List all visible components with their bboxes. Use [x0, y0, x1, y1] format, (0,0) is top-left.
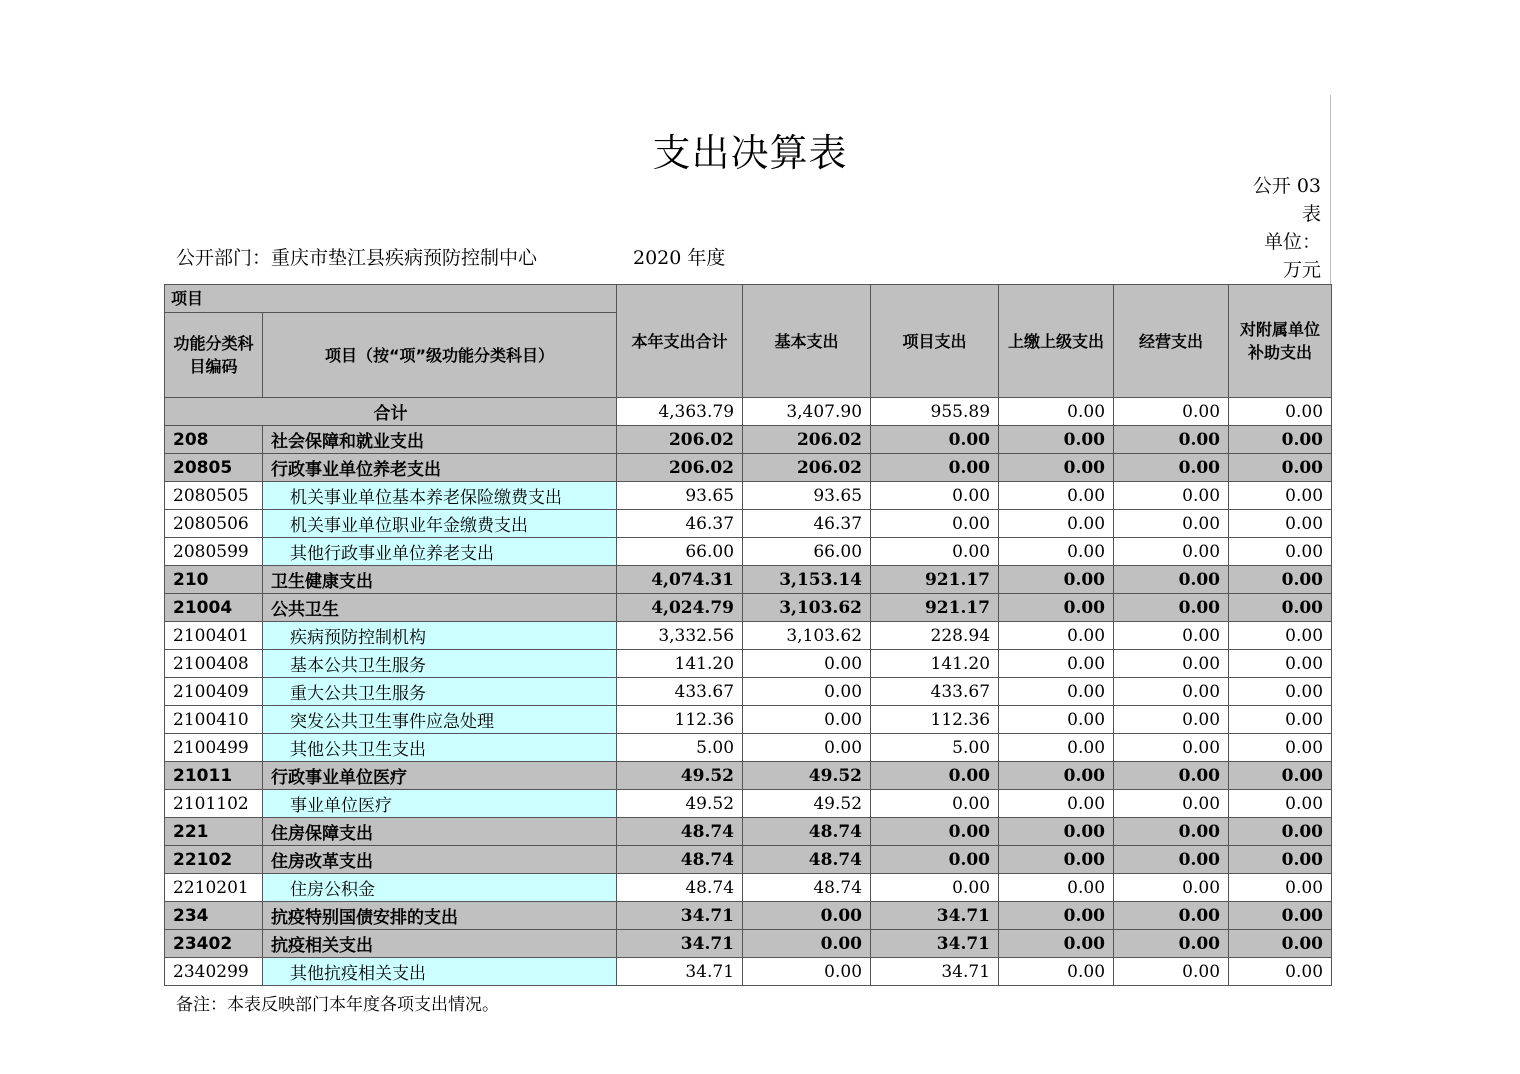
row-value: 0.00: [1114, 538, 1229, 566]
table-row: [165, 874, 1332, 902]
row-code: 2100408: [165, 650, 263, 678]
row-value: 0.00: [743, 734, 871, 762]
row-value: 0.00: [999, 426, 1114, 454]
header-row-1: [165, 285, 1332, 313]
row-value: 66.00: [617, 538, 743, 566]
row-code: 2100499: [165, 734, 263, 762]
row-name: 社会保障和就业支出: [263, 426, 617, 454]
row-value: 0.00: [1229, 538, 1332, 566]
row-value: 34.71: [617, 930, 743, 958]
row-name: 公共卫生: [263, 594, 617, 622]
row-name: 重大公共卫生服务: [263, 678, 617, 706]
table-row: [165, 482, 1332, 510]
total-value: 0.00: [1229, 398, 1332, 426]
table-row: [165, 846, 1332, 874]
row-value: 0.00: [999, 874, 1114, 902]
header-business: 经营支出: [1114, 285, 1229, 398]
row-value: 0.00: [999, 902, 1114, 930]
row-value: 0.00: [999, 734, 1114, 762]
table-row: [165, 594, 1332, 622]
row-value: 433.67: [871, 678, 999, 706]
row-value: 48.74: [743, 818, 871, 846]
row-value: 0.00: [999, 650, 1114, 678]
row-name: 机关事业单位职业年金缴费支出: [263, 510, 617, 538]
table-row: [165, 958, 1332, 986]
row-value: 0.00: [999, 818, 1114, 846]
total-value: 955.89: [871, 398, 999, 426]
row-name: 其他行政事业单位养老支出: [263, 538, 617, 566]
row-value: 0.00: [1229, 510, 1332, 538]
row-name: 基本公共卫生服务: [263, 650, 617, 678]
table-row: [165, 510, 1332, 538]
row-value: 0.00: [871, 538, 999, 566]
row-value: 0.00: [743, 958, 871, 986]
row-value: 3,332.56: [617, 622, 743, 650]
table-row: [165, 818, 1332, 846]
row-value: 0.00: [1114, 678, 1229, 706]
row-code: 20805: [165, 454, 263, 482]
row-code: 2100401: [165, 622, 263, 650]
row-value: 0.00: [999, 566, 1114, 594]
row-value: 0.00: [999, 930, 1114, 958]
table-row: [165, 650, 1332, 678]
row-code: 22102: [165, 846, 263, 874]
row-code: 208: [165, 426, 263, 454]
header-upper: 上缴上级支出: [999, 285, 1114, 398]
row-value: 5.00: [617, 734, 743, 762]
table-row: [165, 454, 1332, 482]
header-subsidy: 对附属单位补助支出: [1229, 285, 1332, 398]
row-value: 0.00: [1114, 930, 1229, 958]
row-name: 行政事业单位养老支出: [263, 454, 617, 482]
row-value: 921.17: [871, 594, 999, 622]
header-project: 项目支出: [871, 285, 999, 398]
row-name: 其他抗疫相关支出: [263, 958, 617, 986]
document-title: 支出决算表: [652, 131, 848, 175]
department-label: 公开部门：重庆市垫江县疾病预防控制中心: [176, 247, 538, 269]
row-value: 0.00: [1229, 846, 1332, 874]
row-name: 抗疫特别国债安排的支出: [263, 902, 617, 930]
row-value: 0.00: [1114, 958, 1229, 986]
table-row: [165, 734, 1332, 762]
row-value: 0.00: [871, 426, 999, 454]
row-name: 卫生健康支出: [263, 566, 617, 594]
row-value: 0.00: [871, 874, 999, 902]
table-row: [165, 622, 1332, 650]
form-number: 公开 03 表: [1252, 175, 1321, 225]
row-value: 49.52: [743, 790, 871, 818]
row-code: 2100409: [165, 678, 263, 706]
row-value: 0.00: [743, 902, 871, 930]
row-value: 0.00: [1114, 706, 1229, 734]
row-value: 0.00: [1229, 678, 1332, 706]
row-code: 2100410: [165, 706, 263, 734]
row-value: 49.52: [617, 762, 743, 790]
row-value: 0.00: [1229, 426, 1332, 454]
row-name: 机关事业单位基本养老保险缴费支出: [263, 482, 617, 510]
row-value: 34.71: [617, 902, 743, 930]
row-value: 0.00: [999, 622, 1114, 650]
row-code: 23402: [165, 930, 263, 958]
total-label: 合计: [165, 398, 617, 426]
row-value: 48.74: [617, 874, 743, 902]
header-item: 项目: [165, 285, 617, 313]
row-value: 46.37: [743, 510, 871, 538]
row-value: 0.00: [871, 482, 999, 510]
row-value: 0.00: [1229, 790, 1332, 818]
total-value: 0.00: [1114, 398, 1229, 426]
row-value: 0.00: [1114, 426, 1229, 454]
row-value: 93.65: [743, 482, 871, 510]
row-value: 0.00: [1114, 734, 1229, 762]
row-value: 3,103.62: [743, 622, 871, 650]
row-value: 0.00: [871, 454, 999, 482]
row-value: 4,074.31: [617, 566, 743, 594]
row-value: 206.02: [617, 454, 743, 482]
row-value: 0.00: [1229, 874, 1332, 902]
row-value: 34.71: [871, 902, 999, 930]
table-row: [165, 790, 1332, 818]
row-value: 0.00: [1114, 482, 1229, 510]
table-row: [165, 538, 1332, 566]
row-value: 3,103.62: [743, 594, 871, 622]
row-value: 206.02: [743, 454, 871, 482]
row-value: 0.00: [999, 706, 1114, 734]
row-name: 疾病预防控制机构: [263, 622, 617, 650]
row-value: 48.74: [743, 874, 871, 902]
row-name: 住房保障支出: [263, 818, 617, 846]
header-name: 项目（按“项”级功能分类科目）: [263, 313, 617, 398]
header-total: 本年支出合计: [617, 285, 743, 398]
row-value: 49.52: [743, 762, 871, 790]
row-value: 0.00: [1229, 482, 1332, 510]
row-value: 0.00: [999, 510, 1114, 538]
table-row: [165, 566, 1332, 594]
row-code: 2101102: [165, 790, 263, 818]
row-value: 0.00: [871, 762, 999, 790]
row-value: 0.00: [1114, 762, 1229, 790]
row-value: 0.00: [871, 818, 999, 846]
row-value: 0.00: [1229, 594, 1332, 622]
row-name: 抗疫相关支出: [263, 930, 617, 958]
row-value: 46.37: [617, 510, 743, 538]
row-value: 0.00: [1229, 650, 1332, 678]
row-value: 0.00: [999, 846, 1114, 874]
row-value: 0.00: [743, 930, 871, 958]
unit-label: 单位：万元: [1263, 231, 1321, 281]
table-row: [165, 706, 1332, 734]
row-value: 112.36: [617, 706, 743, 734]
total-value: 3,407.90: [743, 398, 871, 426]
row-value: 0.00: [999, 482, 1114, 510]
row-value: 112.36: [871, 706, 999, 734]
row-value: 0.00: [999, 958, 1114, 986]
row-value: 0.00: [1114, 818, 1229, 846]
row-name: 事业单位医疗: [263, 790, 617, 818]
row-value: 0.00: [743, 650, 871, 678]
row-code: 221: [165, 818, 263, 846]
row-value: 0.00: [1114, 874, 1229, 902]
row-value: 0.00: [1229, 622, 1332, 650]
row-value: 0.00: [1229, 762, 1332, 790]
row-value: 0.00: [999, 762, 1114, 790]
row-value: 0.00: [1229, 818, 1332, 846]
row-value: 0.00: [1114, 510, 1229, 538]
row-value: 0.00: [999, 790, 1114, 818]
row-value: 48.74: [617, 846, 743, 874]
row-value: 0.00: [1114, 790, 1229, 818]
row-value: 206.02: [617, 426, 743, 454]
row-value: 0.00: [999, 678, 1114, 706]
row-value: 48.74: [743, 846, 871, 874]
row-value: 0.00: [1114, 622, 1229, 650]
row-name: 行政事业单位医疗: [263, 762, 617, 790]
row-value: 0.00: [1229, 454, 1332, 482]
row-value: 4,024.79: [617, 594, 743, 622]
row-name: 住房改革支出: [263, 846, 617, 874]
row-name: 其他公共卫生支出: [263, 734, 617, 762]
row-value: 0.00: [1229, 902, 1332, 930]
row-value: 0.00: [999, 594, 1114, 622]
row-value: 0.00: [1114, 594, 1229, 622]
row-value: 0.00: [999, 538, 1114, 566]
row-value: 0.00: [743, 678, 871, 706]
row-value: 0.00: [1114, 566, 1229, 594]
row-value: 3,153.14: [743, 566, 871, 594]
year-label: 2020 年度: [633, 247, 726, 269]
row-value: 141.20: [871, 650, 999, 678]
total-value: 0.00: [999, 398, 1114, 426]
row-value: 48.74: [617, 818, 743, 846]
row-value: 0.00: [871, 510, 999, 538]
row-code: 21011: [165, 762, 263, 790]
row-value: 5.00: [871, 734, 999, 762]
row-value: 228.94: [871, 622, 999, 650]
row-name: 突发公共卫生事件应急处理: [263, 706, 617, 734]
row-value: 0.00: [1229, 566, 1332, 594]
header-code: 功能分类科目编码: [165, 313, 263, 398]
row-value: 93.65: [617, 482, 743, 510]
row-value: 66.00: [743, 538, 871, 566]
table-row: [165, 678, 1332, 706]
row-value: 0.00: [743, 706, 871, 734]
row-value: 0.00: [999, 454, 1114, 482]
expenditure-table: [164, 284, 1332, 986]
total-value: 4,363.79: [617, 398, 743, 426]
row-code: 234: [165, 902, 263, 930]
row-value: 0.00: [1229, 734, 1332, 762]
table-row: [165, 762, 1332, 790]
row-value: 921.17: [871, 566, 999, 594]
row-value: 34.71: [871, 958, 999, 986]
table-row: [165, 902, 1332, 930]
total-row: [165, 398, 1332, 426]
row-value: 0.00: [1229, 958, 1332, 986]
table-row: [165, 930, 1332, 958]
row-value: 206.02: [743, 426, 871, 454]
row-code: 2080505: [165, 482, 263, 510]
row-code: 2080599: [165, 538, 263, 566]
row-value: 0.00: [1114, 650, 1229, 678]
row-code: 2340299: [165, 958, 263, 986]
row-code: 2080506: [165, 510, 263, 538]
row-value: 34.71: [871, 930, 999, 958]
footnote: 备注：本表反映部门本年度各项支出情况。: [176, 995, 499, 1015]
row-value: 0.00: [1229, 930, 1332, 958]
header-basic: 基本支出: [743, 285, 871, 398]
table-row: [165, 426, 1332, 454]
row-code: 21004: [165, 594, 263, 622]
row-code: 2210201: [165, 874, 263, 902]
row-value: 0.00: [1114, 902, 1229, 930]
row-value: 0.00: [871, 846, 999, 874]
row-value: 141.20: [617, 650, 743, 678]
row-value: 0.00: [871, 790, 999, 818]
row-value: 0.00: [1114, 454, 1229, 482]
row-value: 433.67: [617, 678, 743, 706]
row-value: 34.71: [617, 958, 743, 986]
row-value: 0.00: [1229, 706, 1332, 734]
row-name: 住房公积金: [263, 874, 617, 902]
row-value: 0.00: [1114, 846, 1229, 874]
row-code: 210: [165, 566, 263, 594]
row-value: 49.52: [617, 790, 743, 818]
